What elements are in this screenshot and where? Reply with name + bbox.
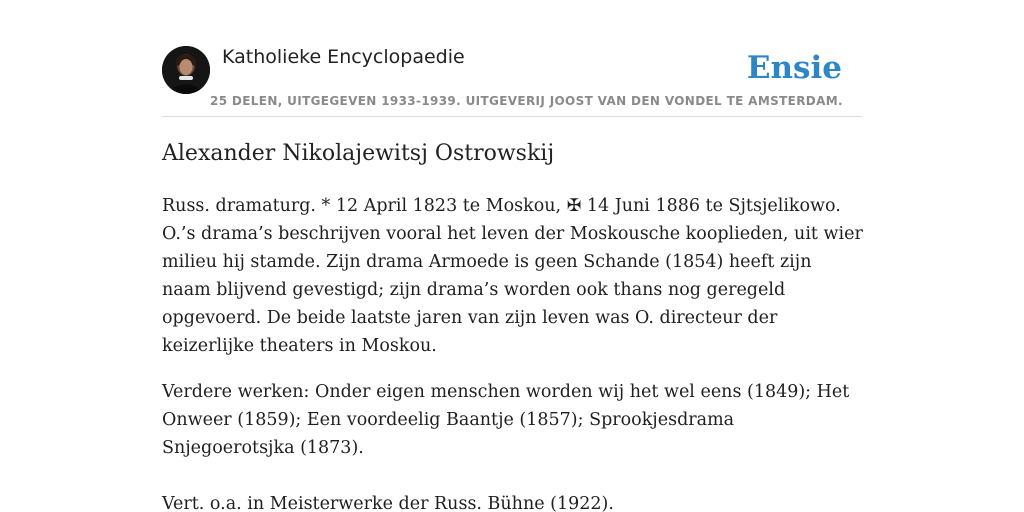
article-title: Alexander Nikolajewitsj Ostrowskij [162, 141, 555, 166]
article-paragraph: Verdere werken: Onder eigen menschen worden wij het wel eens (1849); Het Onweer (1859); Een voordeelig Baantje (1857); Sprookjesdrama Snjegoerotsjka (1873). [162, 382, 850, 458]
source-header [162, 44, 862, 117]
source-title[interactable]: Katholieke Encyclopaedie [222, 46, 465, 68]
portrait-avatar-icon[interactable] [162, 46, 210, 94]
article-paragraph: Russ. dramaturg. * 12 April 1823 te Moskou, ✠ 14 Juni 1886 te Sjtsjelikowo. O.’s drama’s beschrijven vooral het leven der Moskousche kooplieden, uit wier milieu hij stamde. Zijn drama Armoede is geen Schande (1854) heeft zijn naam blijvend gevestigd; zijn drama’s worden ook thans nog geregeld opgevoerd. De beide laatste jaren van zijn leven was O. directeur der keizerlijke theaters in Moskou. [162, 196, 863, 356]
article [162, 136, 864, 512]
source-subtitle: 25 DELEN, UITGEGEVEN 1933-1939. UITGEVERIJ JOOST VAN DEN VONDEL TE AMSTERDAM. [210, 94, 843, 108]
ensie-logo-link[interactable]: Ensie [746, 50, 842, 86]
article-paragraph: Vert. o.a. in Meisterwerke der Russ. Bühne (1922). [162, 494, 614, 512]
